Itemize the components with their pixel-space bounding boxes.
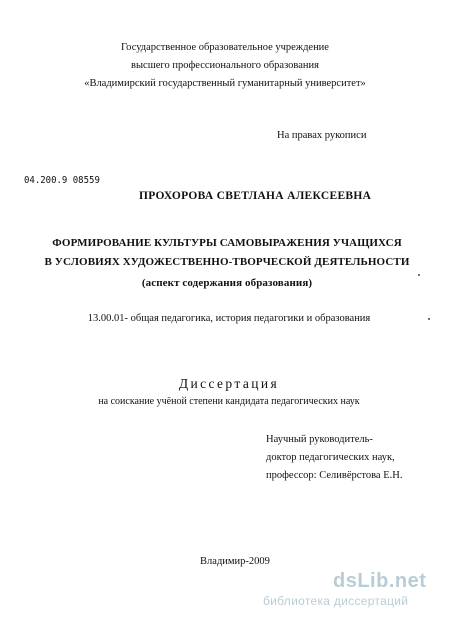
specialty-code: 13.00.01- общая педагогика, история педагогики и образования xyxy=(87,313,371,324)
degree-description: на соискание учёной степени кандидата педагогических наук xyxy=(98,396,360,407)
author-name: ПРОХОРОВА СВЕТЛАНА АЛЕКСЕЕВНА xyxy=(139,190,372,202)
supervisor-degree: доктор педагогических наук, xyxy=(266,452,395,463)
scan-speck xyxy=(418,274,420,276)
thesis-title-line-1: ФОРМИРОВАНИЕ КУЛЬТУРЫ САМОВЫРАЖЕНИЯ УЧАЩИХСЯ xyxy=(52,237,402,249)
place-and-year: Владимир-2009 xyxy=(200,556,270,567)
manuscript-rights-note: На правах рукописи xyxy=(277,130,367,141)
institution-line-2: высшего профессионального образования xyxy=(131,60,319,71)
thesis-title-line-3: (аспект содержания образования) xyxy=(141,277,313,289)
watermark xyxy=(263,570,443,610)
institution-line-3: «Владимирский государственный гуманитарный университет» xyxy=(84,78,366,89)
catalog-number-stamp: 04.200.9 08559 xyxy=(24,175,100,186)
supervisor-name: профессор: Селивёрстова Е.Н. xyxy=(266,470,403,481)
supervisor-label: Научный руководитель- xyxy=(266,434,373,445)
document-type: Диссертация xyxy=(178,376,280,391)
thesis-title-line-2: В УСЛОВИЯХ ХУДОЖЕСТВЕННО-ТВОРЧЕСКОЙ ДЕЯТЕЛЬНОСТИ xyxy=(44,256,410,268)
watermark-logo: dsLib.net xyxy=(333,570,427,592)
institution-line-1: Государственное образовательное учреждение xyxy=(121,42,329,53)
watermark-caption: библиотека диссертаций xyxy=(263,594,409,608)
scan-speck xyxy=(428,318,430,320)
